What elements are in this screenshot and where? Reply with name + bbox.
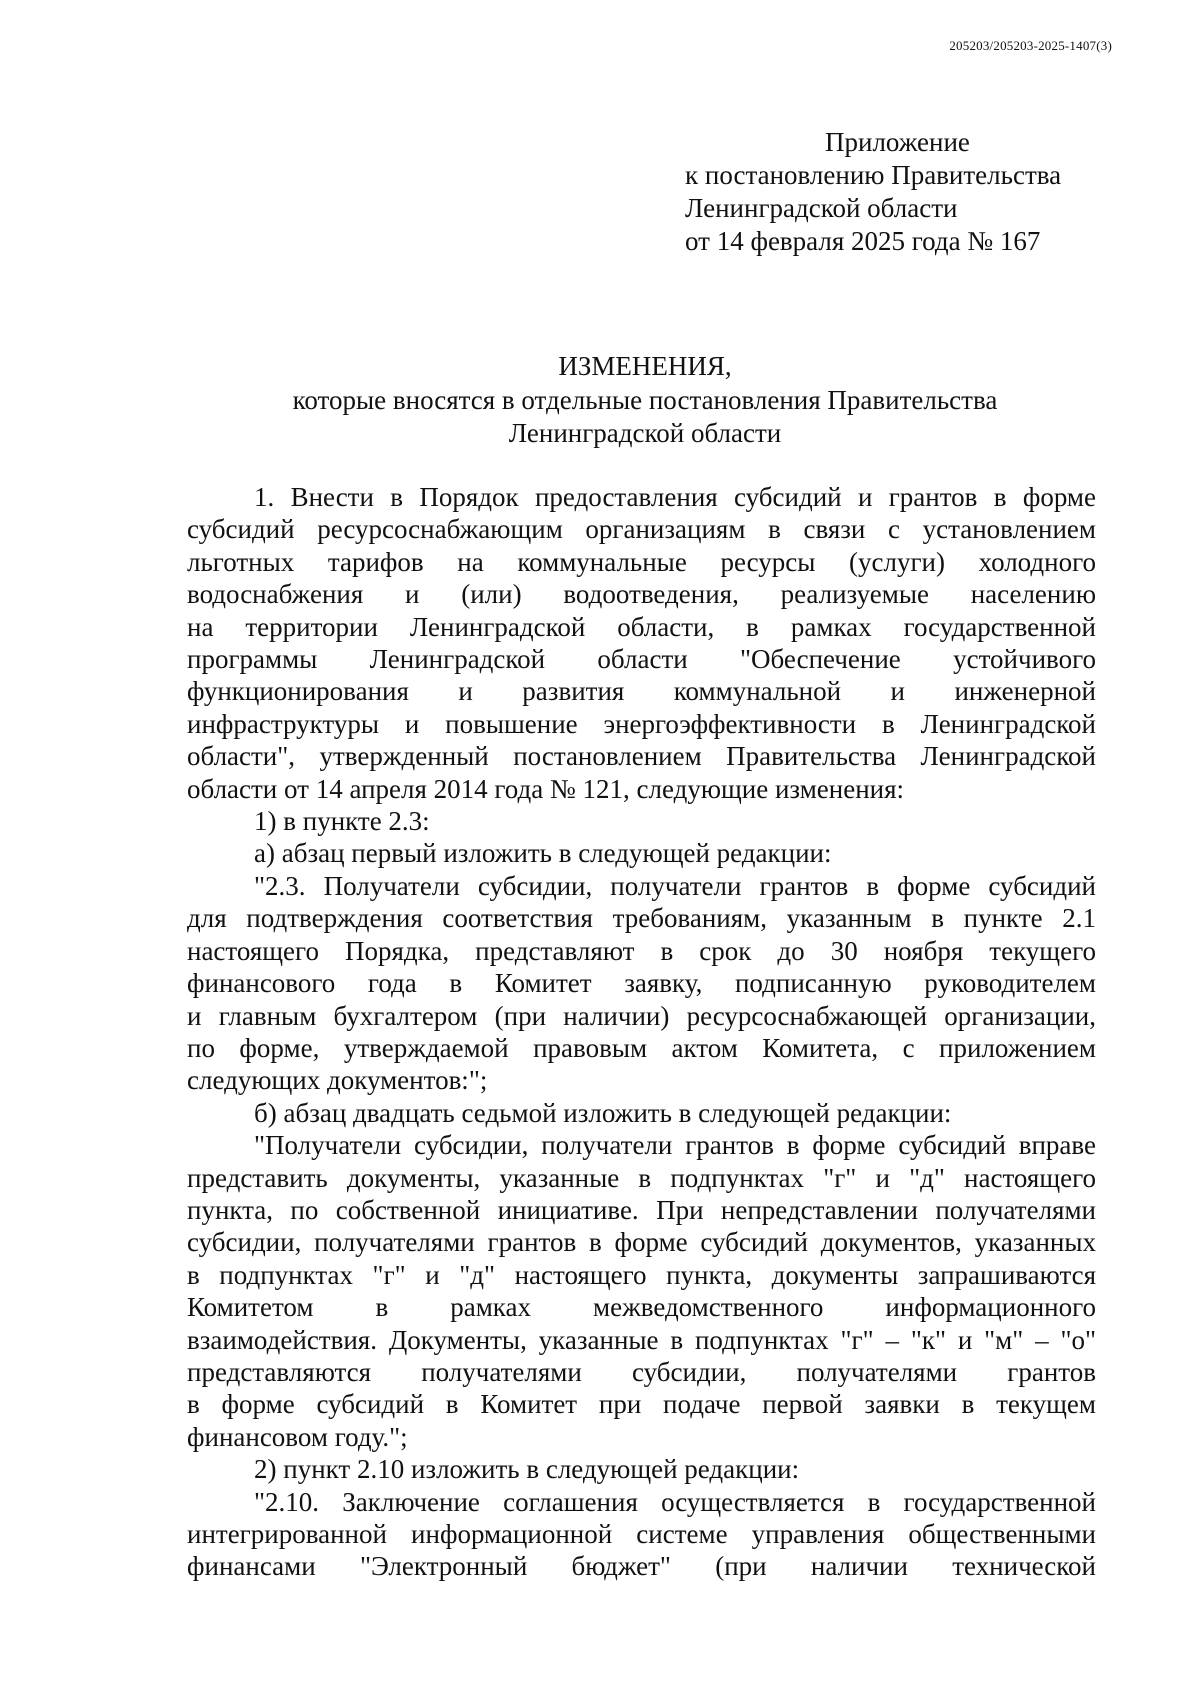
text-line: финансовом году."; — [187, 1421, 408, 1452]
appendix-line: Ленинградской области — [685, 193, 958, 223]
text-line: по форме, утверждаемой правовым актом Комитета, с приложением — [187, 1032, 1096, 1063]
paragraph-5: б) абзац двадцать седьмой изложить в следующей редакции: — [254, 1097, 952, 1128]
text-line: льготных тарифов на коммунальные ресурсы (услуги) холодного — [187, 546, 1096, 577]
text-line: на территории Ленинградской области, в рамках государственной — [187, 611, 1096, 642]
document-body — [187, 481, 1096, 1583]
paragraph-3: а) абзац первый изложить в следующей редакции: — [254, 838, 832, 869]
text-line: водоснабжения и (или) водоотведения, реализуемые населению — [187, 579, 1096, 610]
text-line: инфраструктуры и повышение энергоэффективности в Ленинградской — [187, 708, 1096, 739]
text-line: для подтверждения соответствия требованиям, указанным в пункте 2.1 — [187, 903, 1096, 934]
text-line: следующих документов:"; — [187, 1065, 488, 1096]
paragraph-6 — [187, 1129, 1096, 1453]
appendix-line: к постановлению Правительства — [685, 160, 1062, 190]
document-heading: ИЗМЕНЕНИЯ, — [558, 351, 732, 381]
document-id: 205203/205203-2025-1407(3) — [949, 38, 1112, 53]
paragraph-4 — [187, 870, 1096, 1097]
text-line: функционирования и развития коммунальной и инженерной — [187, 676, 1096, 707]
appendix-date: от 14 февраля 2025 года № 167 — [685, 226, 1041, 256]
paragraph-7: 2) пункт 2.10 изложить в следующей редакции: — [254, 1454, 800, 1485]
appendix-title: Приложение — [825, 127, 970, 157]
text-line: области от 14 апреля 2014 года № 121, следующие изменения: — [187, 773, 905, 804]
document-subheading: Ленинградской области — [508, 418, 782, 448]
text-line: интегрированной информационной системе управления общественными — [187, 1519, 1096, 1549]
text-line: "2.3. Получатели субсидии, получатели грантов в форме субсидий — [254, 870, 1096, 901]
text-line: в форме субсидий в Комитет при подаче первой заявки в текущем — [187, 1389, 1096, 1420]
text-line: пункта, по собственной инициативе. При непредставлении получателями — [187, 1194, 1096, 1225]
text-line: "Получатели субсидии, получатели грантов в форме субсидий вправе — [254, 1130, 1096, 1161]
text-line: представить документы, указанные в подпунктах "г" и "д" настоящего — [187, 1162, 1096, 1193]
text-line: взаимодействия. Документы, указанные в подпунктах "г" – "к" и "м" – "о" — [187, 1324, 1096, 1355]
text-line: Комитетом в рамках межведомственного информационного — [187, 1292, 1096, 1323]
document-subheading: которые вносятся в отдельные постановления Правительства — [292, 385, 998, 415]
text-line: настоящего Порядка, представляют в срок до 30 ноября текущего — [187, 935, 1096, 966]
paragraph-2: 1) в пункте 2.3: — [254, 806, 430, 837]
text-line: 1. Внести в Порядок предоставления субсидий и грантов в форме — [254, 482, 1096, 512]
text-line: программы Ленинградской области "Обеспечение устойчивого — [187, 644, 1096, 675]
text-line: субсидий ресурсоснабжающим организациям в связи с установлением — [187, 514, 1096, 545]
text-line: финансового года в Комитет заявку, подписанную руководителем — [187, 968, 1096, 999]
text-line: в подпунктах "г" и "д" настоящего пункта, документы запрашиваются — [187, 1259, 1096, 1290]
title-block — [185, 350, 1105, 450]
text-line: области", утвержденный постановлением Правительства Ленинградской — [187, 741, 1096, 772]
paragraph-1 — [187, 481, 1096, 805]
text-line: финансами "Электронный бюджет" (при наличии технической — [187, 1551, 1096, 1582]
appendix-block — [685, 126, 1061, 258]
text-line: "2.10. Заключение соглашения осуществляется в государственной — [254, 1486, 1096, 1517]
text-line: представляются получателями субсидии, получателями грантов — [187, 1356, 1096, 1387]
paragraph-8 — [187, 1486, 1096, 1583]
text-line: и главным бухгалтером (при наличии) ресурсоснабжающей организации, — [187, 1000, 1096, 1031]
text-line: субсидии, получателями грантов в форме субсидий документов, указанных — [187, 1227, 1096, 1258]
